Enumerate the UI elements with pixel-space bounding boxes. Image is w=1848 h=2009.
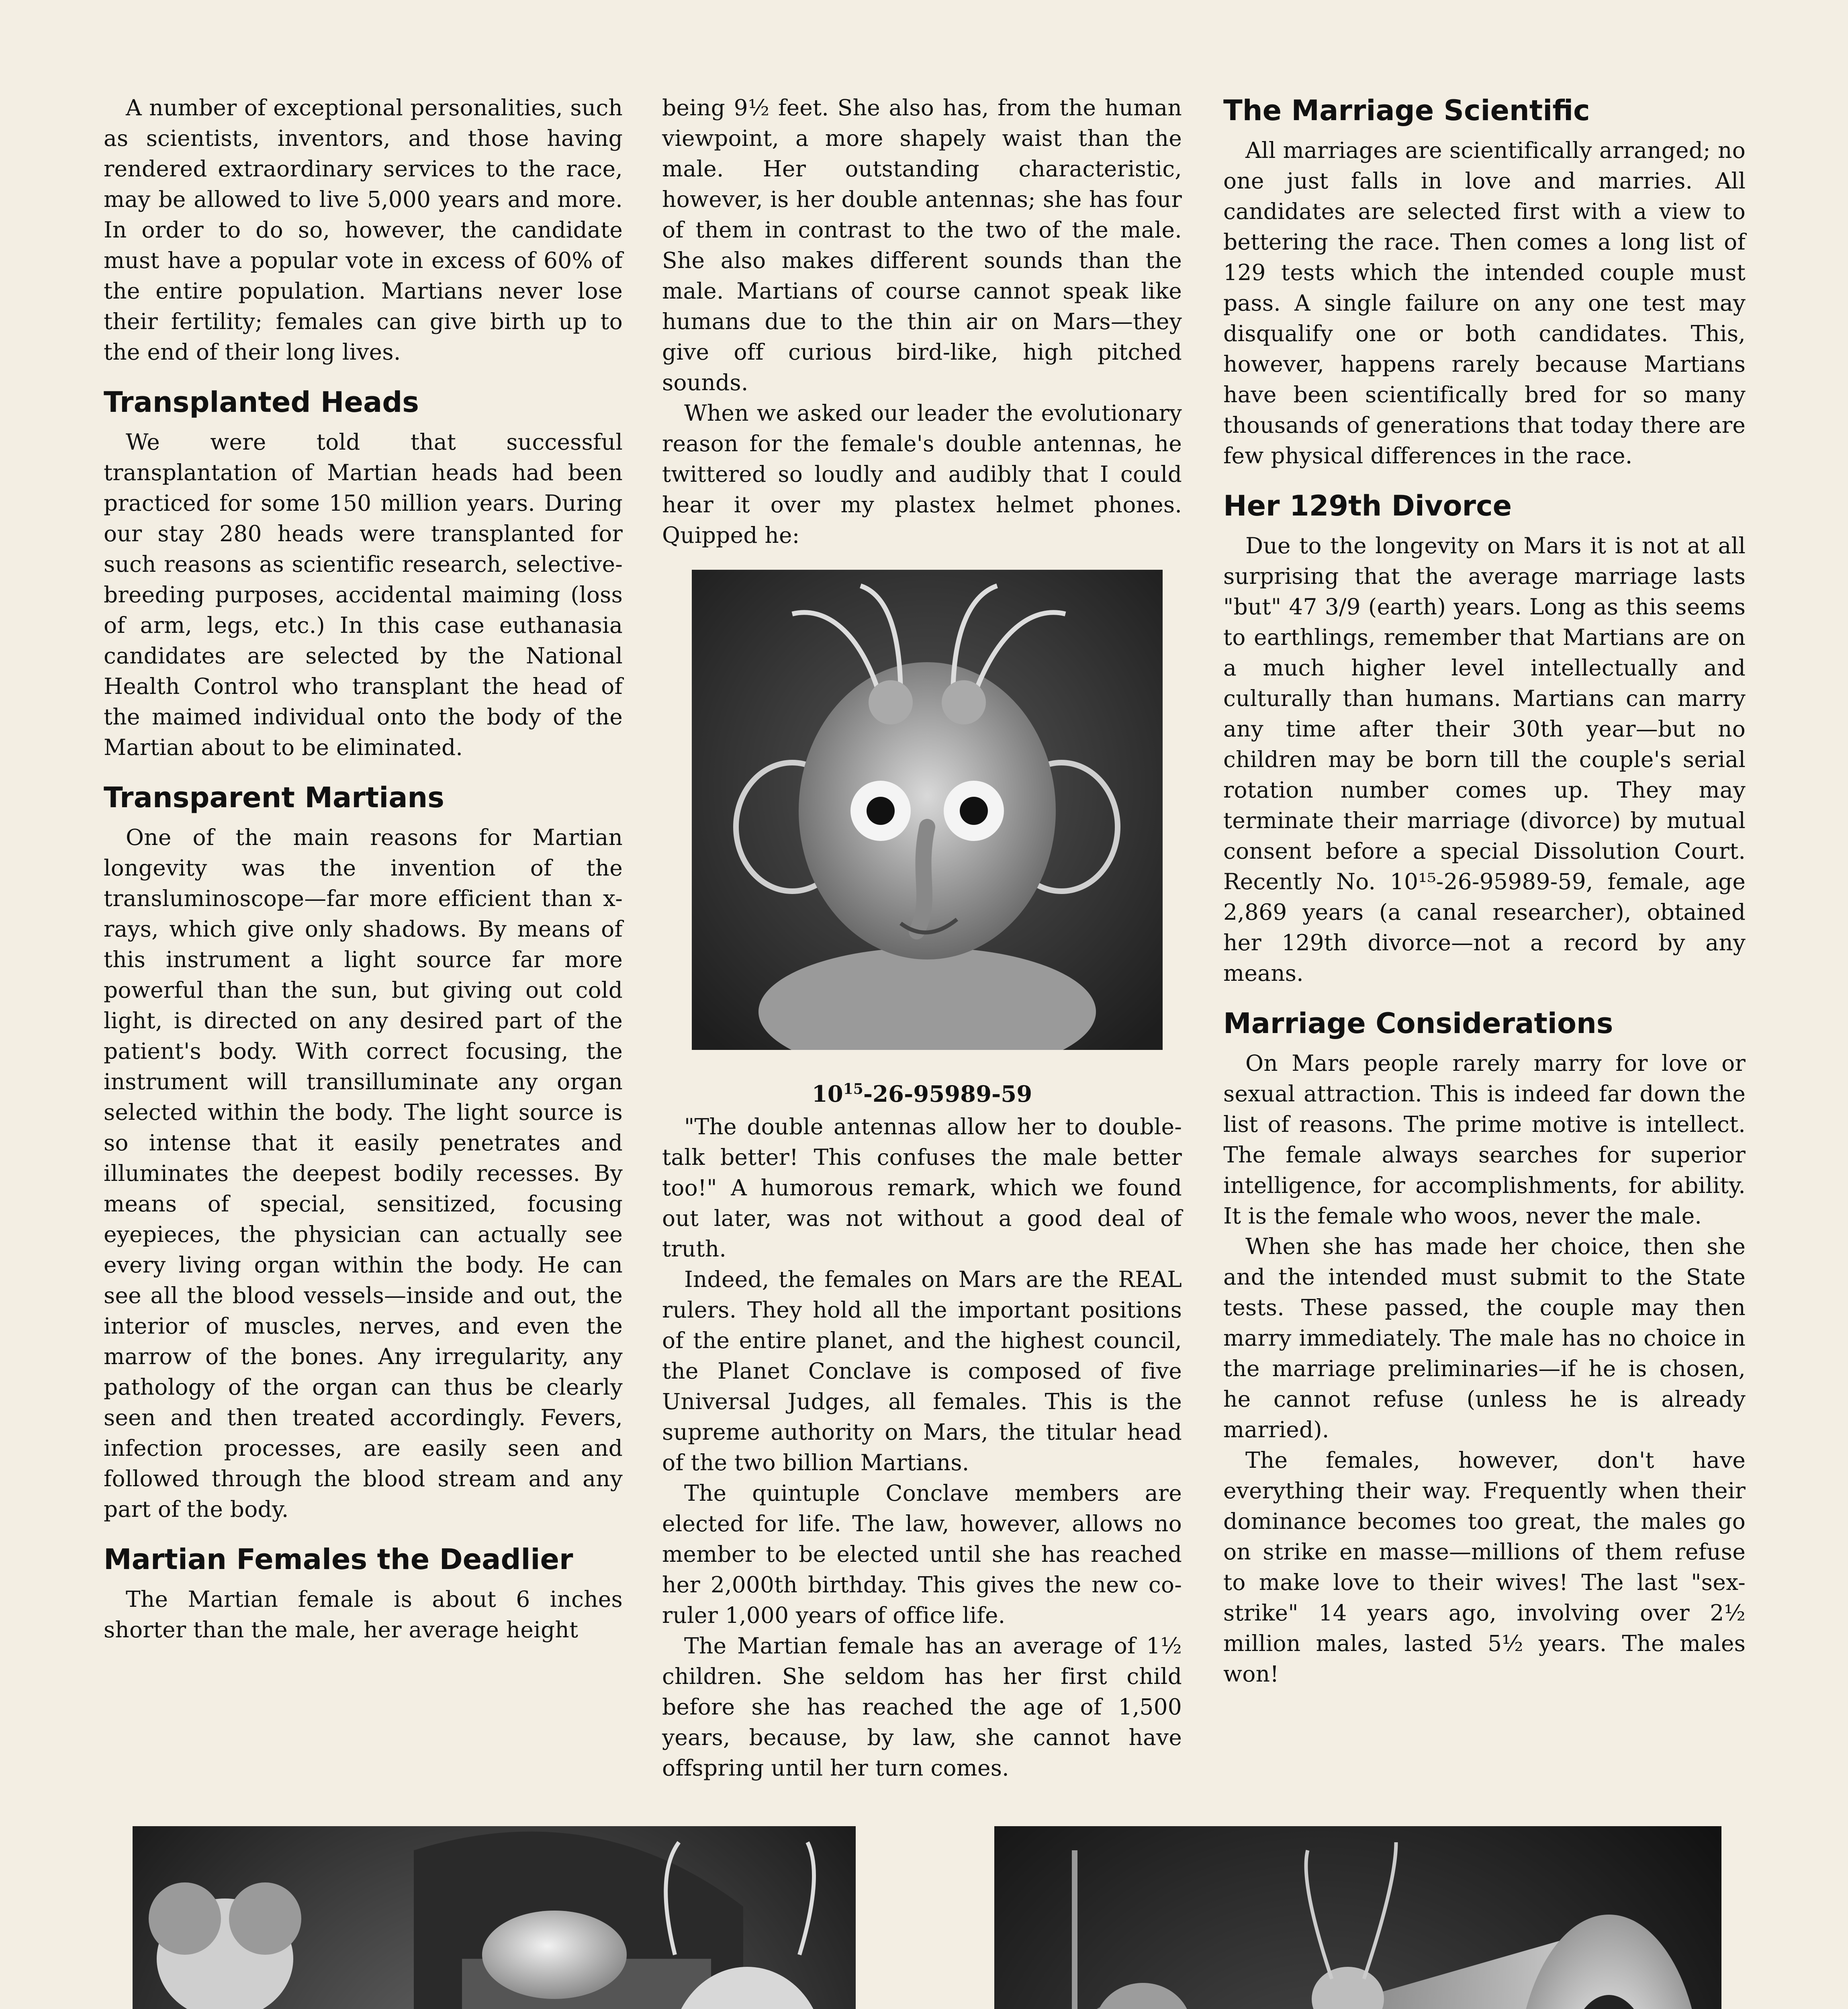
section-heading: Her 129th Divorce — [1223, 489, 1512, 522]
paragraph: The Martian female has an average of 1½ children. She seldom has her first child before she has reached the age of 1,500 years, because, by law, she cannot have offspring until her turn comes. — [662, 1633, 1182, 1781]
caption-rest: -26-95989-59 — [863, 1081, 1032, 1107]
column-3 — [1223, 92, 1746, 1689]
paragraph: On Mars people rarely marry for love or sexual attraction. This is indeed far down the list of reasons. The prime motive is intellect. The female always searches for superior intelligence, for accomplishments, for ability. It is the female who woos, never the male. — [1223, 1050, 1746, 1229]
column-2-top — [662, 92, 1182, 550]
column-1 — [104, 92, 623, 1645]
section-heading: Marriage Considerations — [1223, 1007, 1613, 1040]
paragraph: When we asked our leader the evolutionary reason for the female's double antennas, he twittered so loudly and audibly that I could hear it over my plastex helmet phones. Quipped he: — [662, 400, 1182, 548]
section-heading: The Marriage Scientific — [1223, 94, 1590, 127]
paragraph: being 9½ feet. She also has, from the human viewpoint, a more shapely waist than the male. Her outstanding characteristic, however, is her double antennas; she has four of them in contrast to the two of the male. She also makes different sounds than the male. Martians of course cannot speak like humans due to the thin air on Mars—they give off curious bird-like, high pitched sounds. — [662, 95, 1182, 395]
martian-female-portrait — [692, 570, 1163, 1050]
paragraph: All marriages are scientifically arranged; no one just falls in love and marries. All candidates are selected first with a view to bettering the race. Then comes a long list of 129 tests which the intended couple must pass. A single failure on any one test may disqualify one or both candidates. This, however, happens rarely because Martians have been scientifically bred for so many thousands of generations that today there are few physical differences in the race. — [1223, 137, 1746, 468]
paragraph: The Martian female is about 6 inches shorter than the male, her average height — [104, 1586, 623, 1643]
section-heading: Transplanted Heads — [104, 386, 419, 419]
caption-sup: 15 — [843, 1080, 863, 1098]
martian-female-illustration — [692, 570, 1163, 1050]
section-heading: Martian Females the Deadlier — [104, 1543, 573, 1576]
translumiscope-illustration — [994, 1826, 1721, 2009]
paragraph: We were told that successful transplantation of Martian heads had been practiced for some 150 million years. During our stay 280 heads were transplanted for such reasons as scientific research, selective-breeding purposes, accidental maiming (loss of arm, legs, etc.) In this case euthanasia candidates are selected by the National Health Control who transplant the head of the maimed individual onto the body of the Martian about to be eliminated. — [104, 429, 623, 760]
column-2-bottom — [662, 1111, 1182, 1783]
translumiscope-scene — [994, 1826, 1721, 2009]
paragraph: One of the main reasons for Martian longevity was the invention of the transluminoscope—far more efficient than x-rays, which give only shadows. By means of this instrument a light source far more powerful than the sun, but giving out cold light, is directed on any desired part of the patient's body. With correct focusing, the instrument will transilluminate any organ selected within the body. The light source is so intense that it easily penetrates and illuminates the deepest bodily recesses. By means of special, sensitized, focusing eyepieces, the physician can actually see every living organ within the body. He can see all the blood vessels—inside and out, the interior of muscles, nerves, and even the marrow of the bones. Any irregularity, any pathology of the organ can thus be clearly seen and then treated accordingly. Fevers, infection processes, are easily seen and followed through the blood stream and any part of the body. — [104, 824, 623, 1522]
paragraph: The females, however, don't have everything their way. Frequently when their dominance becomes too great, the males go on strike en masse—millions of them refuse to make love to their wives! The last "sex-strike" 14 years ago, involving over 2½ million males, lasted 5½ years. The males won! — [1223, 1447, 1746, 1687]
paragraph: The quintuple Conclave members are elected for life. The law, however, allows no member to be elected until she has reached her 2,000th birthday. This gives the new co-ruler 1,000 years of office life. — [662, 1480, 1182, 1628]
paragraph: Indeed, the females on Mars are the REAL rulers. They hold all the important positions of the entire planet, and the highest council, the Planet Conclave is composed of five Universal Judges, all females. This is the supreme authority on Mars, the titular head of the two billion Martians. — [662, 1266, 1182, 1475]
head-transplant-illustration — [133, 1826, 856, 2009]
head-transplant-scene — [133, 1826, 856, 2009]
section-heading: Transparent Martians — [104, 781, 444, 814]
figure-caption-female — [662, 1080, 1182, 1108]
caption-base: 10 — [812, 1081, 843, 1107]
paragraph: A number of exceptional personalities, such as scientists, inventors, and those having rendered extraordinary services to the race, may be allowed to live 5,000 years and more. In order to do so, however, the candidate must have a popular vote in excess of 60% of the entire population. Martians never lose their fertility; females can give birth up to the end of their long lives. — [104, 95, 623, 365]
paragraph: When she has made her choice, then she and the intended must submit to the State tests. These passed, the couple may then marry immediately. The male has no choice in the marriage preliminaries—if he is chosen, he cannot refuse (unless he is already married). — [1223, 1234, 1746, 1442]
paragraph: Due to the longevity on Mars it is not at all surprising that the average marriage lasts "but" 47 3/9 (earth) years. Long as this seems to earthlings, remember that Martians are on a much higher level intellectually and culturally than humans. Martians can marry any time after their 30th year—but no children may be born till the couple's serial rotation number comes up. They may terminate their marriage (divorce) by mutual consent before a special Dissolution Court. Recently No. 10¹⁵-26-95989-59, female, age 2,869 years (a canal researcher), obtained her 129th divorce—not a record by any means. — [1223, 533, 1746, 986]
paragraph: "The double antennas allow her to double-talk better! This confuses the male better too!" A humorous remark, which we found out later, was not without a good deal of truth. — [662, 1114, 1182, 1262]
